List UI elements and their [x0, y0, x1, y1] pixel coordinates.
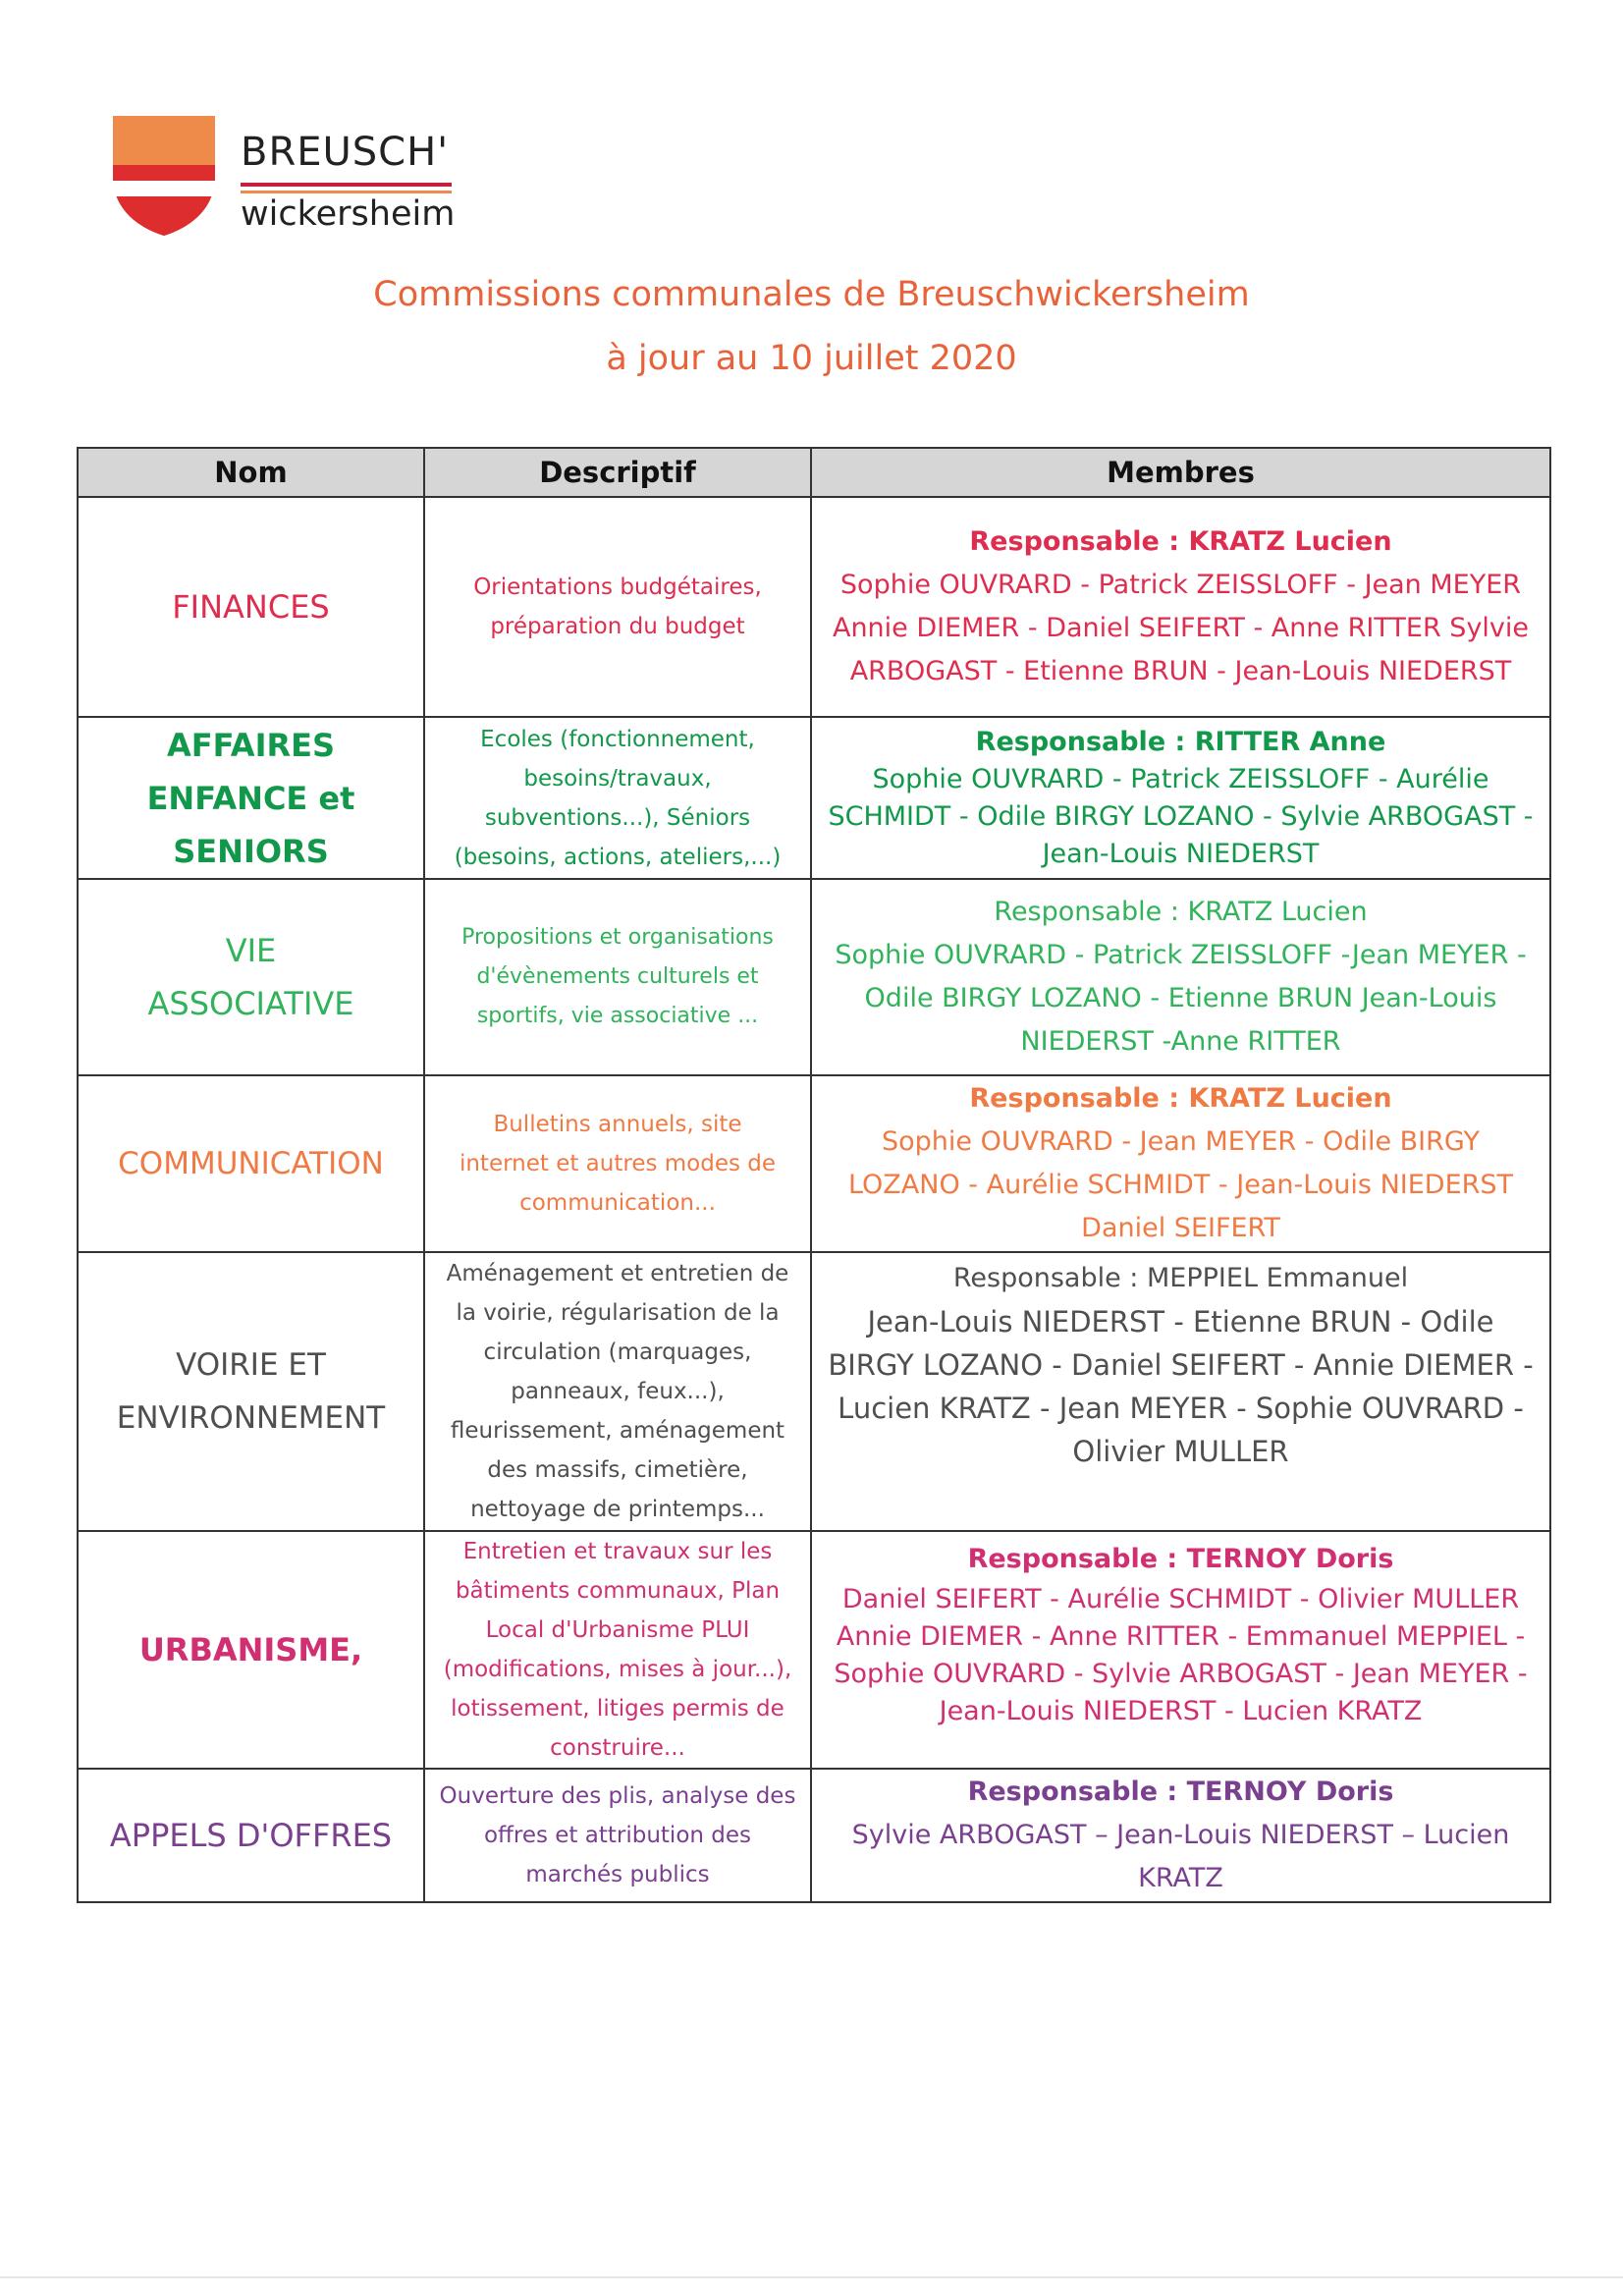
members-list: Sophie OUVRARD - Patrick ZEISSLOFF -Jean MEYER - Odile BIRGY LOZANO - Etienne BRUN Jean-Louis NIEDERST -Anne RITTER [835, 940, 1527, 1057]
responsable-name: RITTER Anne [1194, 726, 1386, 757]
members-list: Sylvie ARBOGAST – Jean-Louis NIEDERST – Lucien KRATZ [851, 1820, 1510, 1893]
table-row-finances [78, 497, 1550, 717]
responsable-line [822, 724, 1540, 761]
table-row-communication [78, 1075, 1550, 1252]
responsable-line [822, 520, 1540, 564]
responsable-name: KRATZ Lucien [1188, 1083, 1392, 1114]
members-list: Sophie OUVRARD - Jean MEYER - Odile BIRGY LOZANO - Aurélie SCHMIDT - Jean-Louis NIEDERST Daniel SEIFERT [847, 1126, 1514, 1243]
table-row-appels-offres [78, 1769, 1550, 1902]
responsable-label: Responsable : [975, 726, 1186, 757]
members-list: Daniel SEIFERT - Aurélie SCHMIDT - Olivier MULLER Annie DIEMER - Anne RITTER - Emmanuel MEPPIEL - Sophie OUVRARD - Sylvie ARBOGAST - Jean MEYER - Jean-Louis NIEDERST - Lucien KRATZ [834, 1584, 1528, 1726]
commission-name: COMMUNICATION [78, 1075, 424, 1252]
logo-divider-red [241, 183, 452, 187]
commission-members [811, 1531, 1550, 1769]
members-list: Sophie OUVRARD - Patrick ZEISSLOFF - Jean MEYER Annie DIEMER - Daniel SEIFERT - Anne RITTER Sylvie ARBOGAST - Etienne BRUN - Jean-Louis NIEDERST [832, 570, 1530, 686]
commissions-table [77, 447, 1551, 1903]
commission-name: FINANCES [78, 497, 424, 717]
responsable-line [822, 1257, 1540, 1300]
commission-members [811, 497, 1550, 717]
commune-logo [113, 116, 466, 244]
commune-shield-icon [113, 116, 215, 236]
header-descriptif: Descriptif [424, 448, 811, 497]
responsable-label: Responsable : [969, 526, 1180, 557]
responsable-label: Responsable : [967, 1544, 1178, 1574]
table-header-row [78, 448, 1550, 497]
commission-description: Propositions et organisations d'évènements culturels et sportifs, vie associative ... [424, 879, 811, 1075]
responsable-name: TERNOY Doris [1186, 1544, 1394, 1574]
header-membres: Membres [811, 448, 1550, 497]
page-subtitle-date: à jour au 10 juillet 2020 [606, 339, 1017, 378]
commission-name: URBANISME, [78, 1531, 424, 1769]
logo-divider-orange [241, 191, 452, 193]
table-row-voirie-environnement [78, 1252, 1550, 1531]
responsable-label: Responsable : [967, 1777, 1178, 1807]
commission-description: Ouverture des plis, analyse des offres et attribution des marchés publics [424, 1769, 811, 1902]
members-list: Jean-Louis NIEDERST - Etienne BRUN - Odile BIRGY LOZANO - Daniel SEIFERT - Annie DIEMER - Lucien KRATZ - Jean MEYER - Sophie OUVRARD - Olivier MULLER [828, 1305, 1534, 1468]
responsable-name: KRATZ Lucien [1187, 897, 1368, 927]
table-row-vie-associative [78, 879, 1550, 1075]
responsable-label: Responsable : [952, 1263, 1139, 1293]
commission-members [811, 1769, 1550, 1902]
commission-name: AFFAIRES ENFANCE et SENIORS [78, 717, 424, 879]
table-row-urbanisme [78, 1531, 1550, 1769]
scan-bottom-edge [0, 2276, 1623, 2278]
commission-members [811, 1252, 1550, 1531]
responsable-label: Responsable : [994, 897, 1179, 927]
logo-text-breusch: BREUSCH' [241, 130, 450, 175]
responsable-name: TERNOY Doris [1186, 1777, 1394, 1807]
page-title: Commissions communales de Breuschwickersheim [373, 275, 1250, 314]
responsable-name: MEPPIEL Emmanuel [1147, 1263, 1409, 1293]
commission-name: VOIRIE ET ENVIRONNEMENT [78, 1252, 424, 1531]
commission-description: Entretien et travaux sur les bâtiments communaux, Plan Local d'Urbanisme PLUI (modifications, mises à jour...), lotissement, litiges permis de construire... [424, 1531, 811, 1769]
responsable-name: KRATZ Lucien [1188, 526, 1392, 557]
commission-name: APPELS D'OFFRES [78, 1769, 424, 1902]
responsable-line [822, 1077, 1540, 1121]
responsable-line [822, 1771, 1540, 1814]
commission-members [811, 717, 1550, 879]
responsable-line [822, 891, 1540, 934]
responsable-label: Responsable : [969, 1083, 1180, 1114]
commission-members [811, 879, 1550, 1075]
commission-members [811, 1075, 1550, 1252]
commission-name: VIE ASSOCIATIVE [78, 879, 424, 1075]
responsable-line [822, 1538, 1540, 1581]
commission-description: Aménagement et entretien de la voirie, régularisation de la circulation (marquages, panneaux, feux...), fleurissement, aménagement des massifs, cimetière, nettoyage de printemps... [424, 1252, 811, 1531]
members-list: Sophie OUVRARD - Patrick ZEISSLOFF - Aurélie SCHMIDT - Odile BIRGY LOZANO - Sylvie ARBOGAST - Jean-Louis NIEDERST [828, 763, 1534, 869]
commission-description: Orientations budgétaires, préparation du budget [424, 497, 811, 717]
commission-description: Bulletins annuels, site internet et autres modes de communication... [424, 1075, 811, 1252]
logo-text-wickersheim: wickersheim [241, 194, 456, 234]
commission-description: Ecoles (fonctionnement, besoins/travaux, subventions...), Séniors (besoins, actions, ateliers,...) [424, 717, 811, 879]
header-nom: Nom [78, 448, 424, 497]
table-row-affaires-enfance-seniors [78, 717, 1550, 879]
